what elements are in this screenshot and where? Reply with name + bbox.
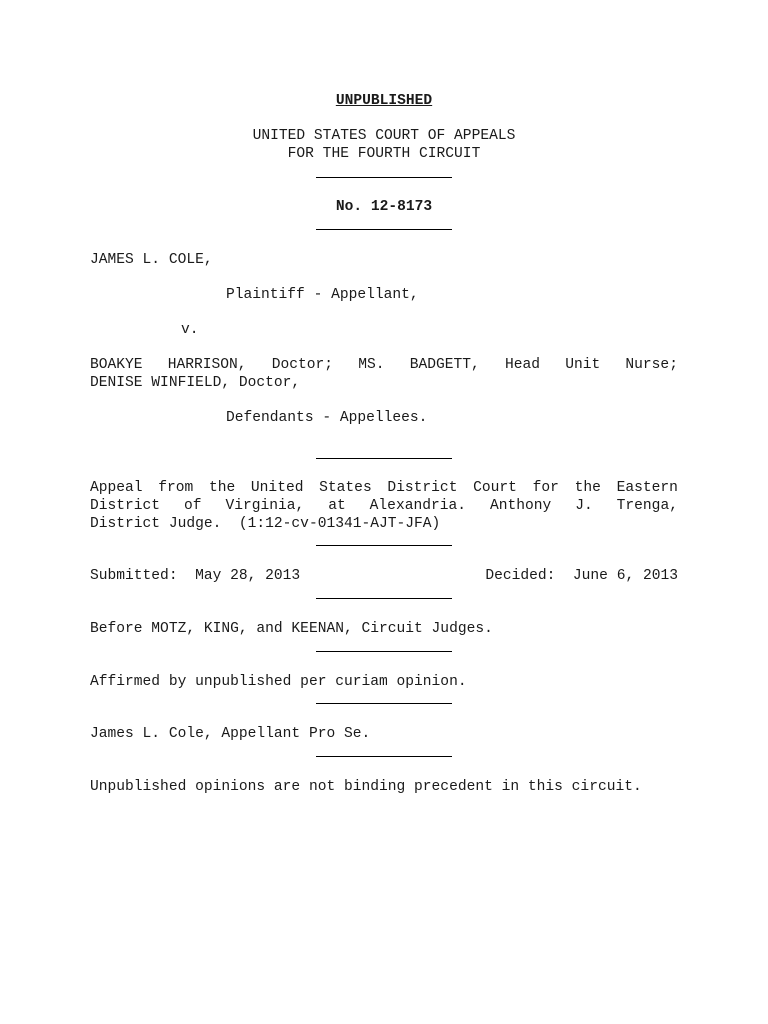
appeal-word: Appeal <box>90 480 143 496</box>
defendants-word: Head <box>504 357 540 373</box>
appeal-word: Alexandria. <box>369 498 467 514</box>
plaintiff-name: JAMES L. COLE, <box>90 252 213 268</box>
precedent-notice: Unpublished opinions are not binding precedent in this circuit. <box>90 779 642 795</box>
defendants-role: Defendants - Appellees. <box>226 410 428 426</box>
dates-row <box>90 567 678 585</box>
divider-rule <box>316 756 452 757</box>
appeal-line1 <box>90 479 678 497</box>
case-number: No. 12-8173 <box>335 199 433 215</box>
disposition: Affirmed by unpublished per curiam opinion. <box>90 674 467 690</box>
divider-rule <box>316 545 452 546</box>
defendants-word: BOAKYE <box>90 357 143 373</box>
appeal-word: Eastern <box>616 480 678 496</box>
defendants-word: Doctor; <box>271 357 334 373</box>
divider-rule <box>316 458 452 459</box>
defendants-word: MS. <box>358 357 385 373</box>
panel-judges: Before MOTZ, KING, and KEENAN, Circuit Judges. <box>90 621 493 637</box>
appeal-word: J. <box>575 498 593 514</box>
defendants-line2: DENISE WINFIELD, Doctor, <box>90 375 301 391</box>
appeal-word: District <box>387 480 458 496</box>
defendants-line1 <box>90 356 678 374</box>
divider-rule <box>316 177 452 178</box>
counsel: James L. Cole, Appellant Pro Se. <box>90 726 371 742</box>
unpublished-heading: UNPUBLISHED <box>335 93 433 109</box>
versus: v. <box>181 322 199 338</box>
divider-rule <box>316 651 452 652</box>
appeal-word: from <box>158 480 194 496</box>
appeal-word: for <box>532 480 559 496</box>
appeal-word: Anthony <box>489 498 552 514</box>
defendants-word: Unit <box>565 357 601 373</box>
court-name-line1: UNITED STATES COURT OF APPEALS <box>252 128 516 144</box>
appeal-word: Trenga, <box>616 498 678 514</box>
appeal-word: the <box>208 480 236 496</box>
appeal-word: of <box>184 498 202 514</box>
appeal-line2 <box>90 497 678 515</box>
appeal-word: United <box>250 480 304 496</box>
appeal-word: States <box>319 480 372 496</box>
appeal-word: Virginia, <box>225 498 305 514</box>
plaintiff-role: Plaintiff - Appellant, <box>226 287 419 303</box>
defendants-word: Nurse; <box>625 357 678 373</box>
divider-rule <box>316 598 452 599</box>
submitted-date: Submitted: May 28, 2013 <box>90 568 301 584</box>
appeal-word: Court <box>473 480 517 496</box>
divider-rule <box>316 703 452 704</box>
decided-date: Decided: June 6, 2013 <box>485 568 678 584</box>
appeal-word: District <box>90 498 161 514</box>
defendants-word: BADGETT, <box>409 357 480 373</box>
appeal-line3: District Judge. (1:12-cv-01341-AJT-JFA) <box>90 516 441 532</box>
appeal-word: at <box>328 498 346 514</box>
divider-rule <box>316 229 452 230</box>
defendants-word: HARRISON, <box>167 357 247 373</box>
appeal-word: the <box>574 480 601 496</box>
court-name-line2: FOR THE FOURTH CIRCUIT <box>287 146 481 162</box>
